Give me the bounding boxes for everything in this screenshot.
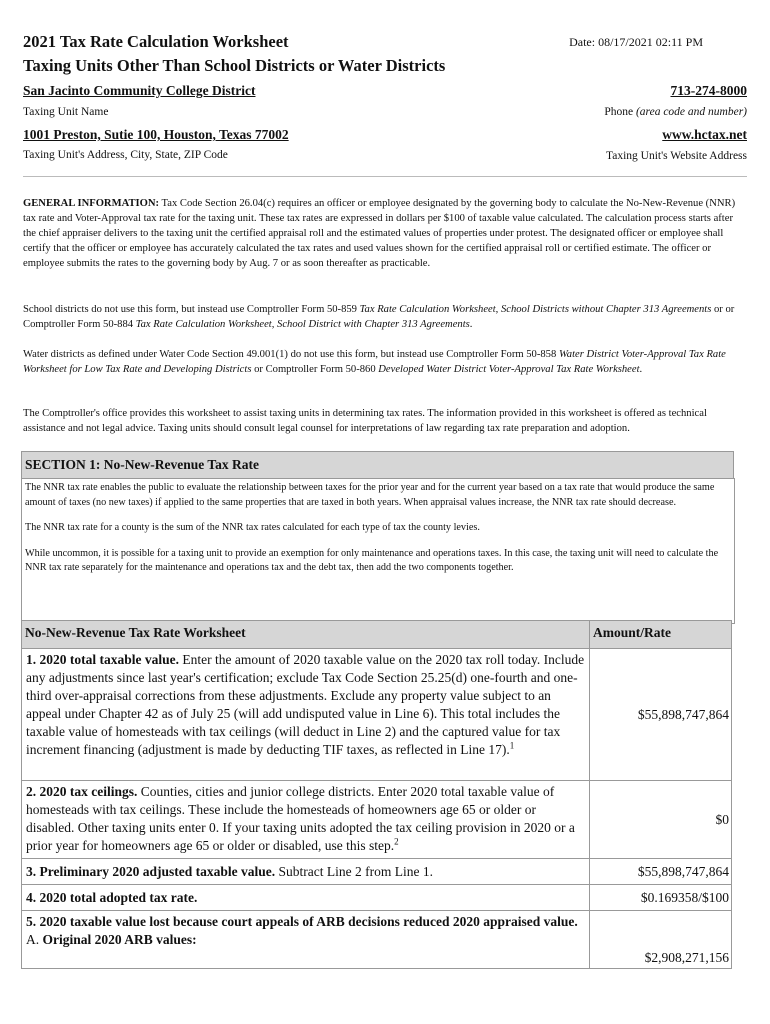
taxing-unit-name: San Jacinto Community College District [23, 83, 256, 98]
phone-label: Phone (area code and number) [604, 106, 747, 118]
section-1-paragraph: The NNR tax rate enables the public to evaluate the relationship between taxes for the prior year and for the current year based on a tax rate that would produce the same amount of taxes (no new taxes) if applied to the same properties that are taxed in both years. When appraisal values increase, the NNR tax rate should decrease. [25, 482, 715, 508]
section-1-paragraph: While uncommon, it is possible for a taxing unit to provide an exemption for only maintenance and operations taxes. In this case, the taxing unit will need to calculate the NNR tax rate separately for the maintenance and operations tax and the debt tax, then add the two components together. [25, 547, 719, 573]
line-amount: $55,898,747,864 [590, 859, 732, 885]
section-1-paragraph: The NNR tax rate for a county is the sum of the NNR tax rates calculated for each type of tax the county levies. [25, 522, 480, 533]
general-information: GENERAL INFORMATION: Tax Code Section 26.04(c) requires an officer or employee designated by the governing body to calculate the No-New-Revenue (NNR) tax rate and Voter-Approval tax rate for the taxing unit. These tax rates are expressed in dollars per $100 of taxable value calculated. The calculation process starts after the chief appraiser delivers to the taxing unit the certified appraisal roll and the estimated values of properties under protest. The designated officer or employee shall certify that the officer or employee has accurately calculated the tax rates and used values shown for the certified appraisal roll or certified estimate. The officer or employee submits the rates to the governing body by Aug. 7 or as soon thereafter as practicable. [23, 198, 736, 269]
taxing-unit-address: 1001 Preston, Sutie 100, Houston, Texas 77002 [23, 127, 289, 142]
phone-number: 713-274-8000 [670, 83, 747, 98]
water-districts-note: Water districts as defined under Water Code Section 49.001(1) do not use this form, but instead use Comptroller Form 50-858 Water District Voter-Approval Tax Rate Worksheet for Low Tax Rate and Developing Districts or Comptroller Form 50-860 Developed Water District Voter-Approval Tax Rate Worksheet. [23, 349, 726, 375]
section-1-description [21, 478, 735, 624]
date-stamp: Date: 08/17/2021 02:11 PM [569, 35, 703, 49]
line-amount: $0.169358/$100 [590, 885, 732, 911]
line-amount: $0 [590, 781, 732, 859]
website-label: Taxing Unit's Website Address [606, 150, 747, 162]
line-amount: $55,898,747,864 [590, 649, 732, 781]
column-header-amount: Amount/Rate [590, 621, 732, 649]
header-divider [23, 176, 747, 177]
website-link[interactable]: www.hctax.net [662, 127, 747, 142]
worksheet-title: 2021 Tax Rate Calculation Worksheet [23, 32, 289, 51]
table-row [22, 649, 732, 781]
worksheet-subtitle: Taxing Units Other Than School Districts or Water Districts [23, 56, 446, 75]
line-amount: $2,908,271,156 [590, 911, 732, 969]
table-row [22, 859, 732, 885]
school-districts-note: School districts do not use this form, but instead use Comptroller Form 50-859 Tax Rate Calculation Worksheet, School Districts without Chapter 313 Agreements or or Comptroller Form 50-884 Tax Rate Calculation Worksheet, School District with Chapter 313 Agreements. [23, 304, 735, 330]
line-description: 4. 2020 total adopted tax rate. [22, 885, 590, 911]
section-1-title: SECTION 1: No-New-Revenue Tax Rate [21, 451, 734, 479]
taxing-unit-name-label: Taxing Unit Name [23, 106, 109, 118]
comptroller-note: The Comptroller's office provides this worksheet to assist taxing units in determining tax rates. The information provided in this worksheet is offered as technical assistance and not legal advice. Taxing units should consult legal counsel for interpretations of law regarding tax rate preparation and adoption. [23, 408, 707, 434]
table-row [22, 781, 732, 859]
table-header-row [22, 621, 732, 649]
table-row [22, 911, 732, 969]
line-description: 2. 2020 tax ceilings. Counties, cities and junior college districts. Enter 2020 total taxable value of homesteads with tax ceilings. These include the homesteads of homeowners age 65 or older or disabled. Other taxing units enter 0. If your taxing units adopted the tax ceiling provision in 2020 or a prior year for homeowners age 65 or older or disabled, use this step.$^2$ [22, 781, 590, 859]
line-description: 5. 2020 taxable value lost because court appeals of ARB decisions reduced 2020 appraised value. A. Original 2020 ARB values: [22, 911, 590, 969]
address-label: Taxing Unit's Address, City, State, ZIP Code [23, 149, 228, 161]
column-header-worksheet: No-New-Revenue Tax Rate Worksheet [22, 621, 590, 649]
nnr-worksheet-table [21, 620, 732, 969]
line-description: 1. 2020 total taxable value. Enter the amount of 2020 taxable value on the 2020 tax roll today. Include any adjustments since last year's certification; exclude Tax Code Section 25.25(d) one-fourth and one-third over-appraisal corrections from these adjustments. Exclude any property value subject to an appeal under Chapter 42 as of July 25 (will add undisputed value in Line 6). This total includes the taxable value of homesteads with tax ceilings (will deduct in Line 2) and the captured value for tax increment financing (adjustment is made by deducting TIF taxes, as reflected in Line 17).$^1$ [22, 649, 590, 781]
line-description: 3. Preliminary 2020 adjusted taxable value. Subtract Line 2 from Line 1. [22, 859, 590, 885]
table-row [22, 885, 732, 911]
